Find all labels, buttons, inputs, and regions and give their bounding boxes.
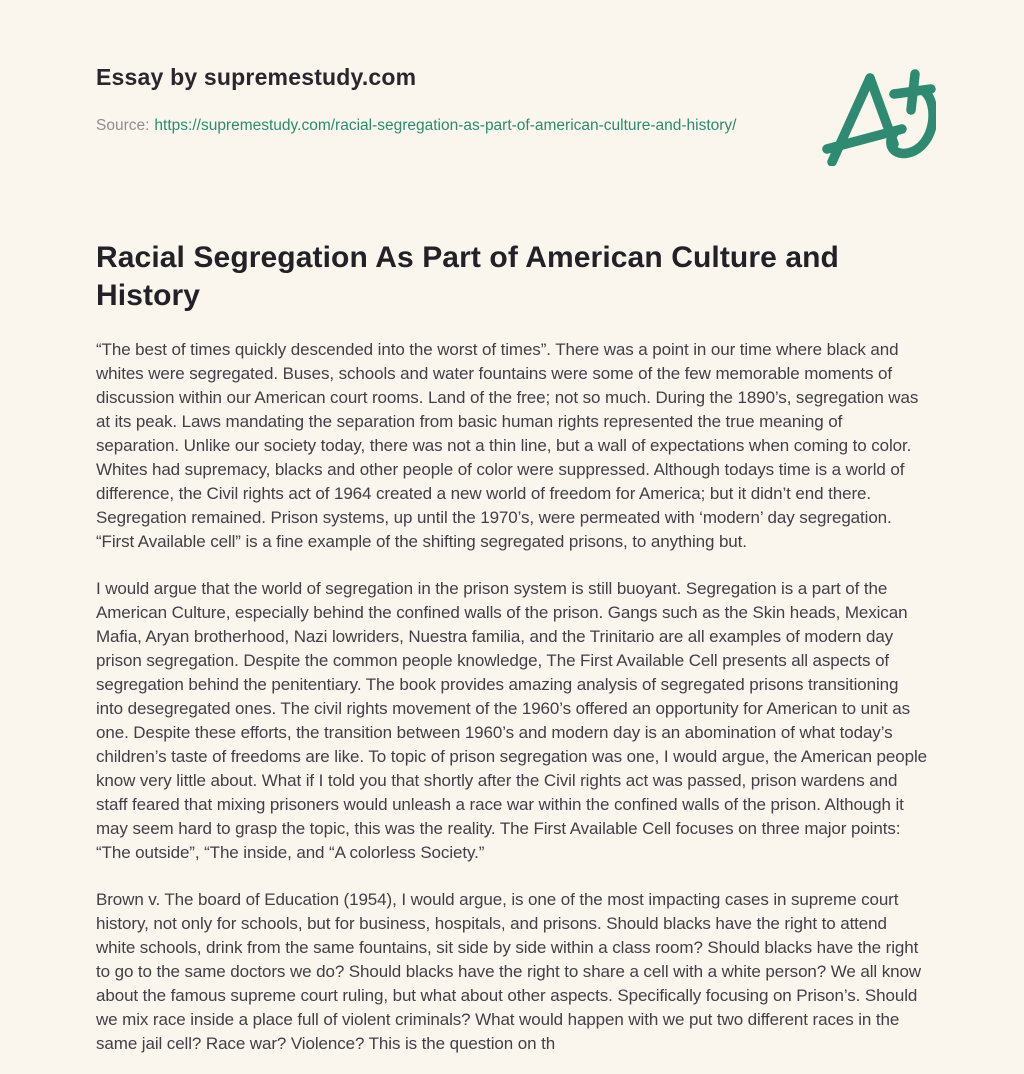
source-label: Source: bbox=[96, 117, 150, 134]
a-plus-logo bbox=[822, 66, 936, 166]
source-line bbox=[96, 114, 751, 137]
a-plus-logo-glyph bbox=[822, 66, 936, 166]
essay-paragraph-3: Brown v. The board of Education (1954), I would argue, is one of the most impacting cases in supreme court history, not only for schools, but for business, hospitals, and prisons. Should blacks have the right to attend white schools, drink from the same fountains, sit side by side within a class room? Should blacks have the right to go to the same doctors we do? Should blacks have the right to share a cell with a white person? We all know about the famous supreme court ruling, but what about other aspects. Specifically focusing on Prison’s. Should we mix race inside a place full of violent criminals? What would happen with we put two different races in the same jail cell? Race war? Violence? This is the question on th bbox=[96, 890, 921, 1053]
byline: Essay by supremestudy.com bbox=[96, 64, 417, 90]
essay-paragraph-1: “The best of times quickly descended into the worst of times”. There was a point in our time where black and whites were segregated. Buses, schools and water fountains were some of the few memorable moments of discussion within our American court rooms. Land of the free; not so much. During the 1890’s, segregation was at its peak. Laws mandating the separation from basic human rights represented the true meaning of separation. Unlike our society today, there was not a thin line, but a wall of expectations when coming to color. Whites had supremacy, blacks and other people of color were suppressed. Although todays time is a world of difference, the Civil rights act of 1964 created a new world of freedom for America; but it didn’t end there. Segregation remained. Prison systems, up until the 1970’s, were permeated with ‘modern’ day segregation. “First Available cell” is a fine example of the shifting segregated prisons, to anything but. bbox=[96, 340, 919, 551]
essay-content bbox=[96, 0, 928, 1056]
essay-title: Racial Segregation As Part of American Culture and History bbox=[96, 241, 839, 312]
essay-paragraph-2: I would argue that the world of segregation in the prison system is still buoyant. Segregation is a part of the American Culture, especially behind the confined walls of the prison. Gangs such as the Skin heads, Mexican Mafia, Aryan brotherhood, Nazi lowriders, Nuestra familia, and the Trinitario are all examples of modern day prison segregation. Despite the common people knowledge, The First Available Cell presents all aspects of segregation behind the penitentiary. The book provides amazing analysis of segregated prisons transitioning into desegregated ones. The civil rights movement of the 1960’s offered an opportunity for American to unit as one. Despite these efforts, the transition between 1960’s and modern day is an abomination of what today’s children’s taste of freedoms are like. To topic of prison segregation was one, I would argue, the American people know very little about. What if I told you that shortly after the Civil rights act was passed, prison wardens and staff feared that mixing prisoners would unleash a race war within the confined walls of the prison. Although it may seem hard to grasp the topic, this was the reality. The First Available Cell focuses on three major points: “The outside”, “The inside, and “A colorless Society.” bbox=[96, 579, 928, 862]
source-link[interactable]: https://supremestudy.com/racial-segregation-as-part-of-american-culture-and-history/ bbox=[154, 117, 737, 134]
